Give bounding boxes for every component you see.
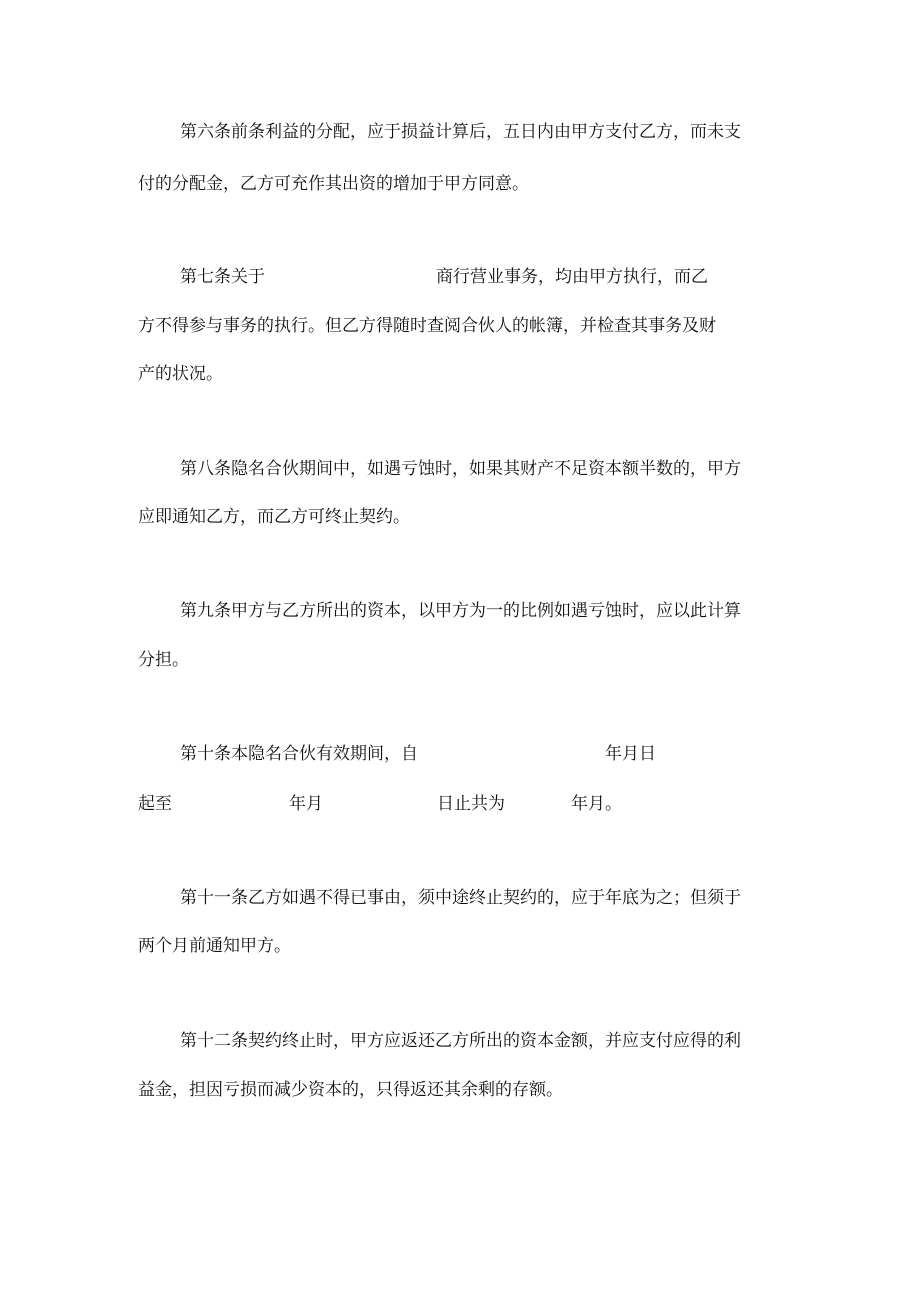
- clause-8-line-2: [0, 502, 920, 532]
- clause-7-text-3: 产的状况。: [138, 364, 223, 384]
- clause-7-text-2: 方不得参与事务的执行。但乙方得随时查阅合伙人的帐簿，并检查其事务及财: [138, 316, 716, 336]
- clause-10-line-2: [0, 789, 920, 819]
- clause-6-text-2: 付的分配金，乙方可充作其出资的增加于甲方同意。: [138, 174, 529, 194]
- clause-7-line-1: [0, 262, 920, 292]
- clause-11-text-1: 第十一条乙方如遇不得已事由，须中途终止契约的，应于年底为之；但须于: [180, 888, 741, 908]
- clause-10-text-2c: 日止共为: [437, 794, 505, 814]
- clause-8-text-1: 第八条隐名合伙期间中，如遇亏蚀时，如果其财产不足资本额半数的，甲方: [180, 459, 741, 479]
- clause-10-text-2b: 年月: [289, 794, 323, 814]
- clause-6-line-2: [0, 169, 920, 199]
- clause-8-line-1: [0, 454, 920, 484]
- clause-7-line-2: [0, 311, 920, 341]
- clause-11-line-1: [0, 883, 920, 913]
- clause-11-line-2: [0, 931, 920, 961]
- clause-10-text-1b: 年月日: [605, 744, 656, 764]
- clause-12-line-2: [0, 1075, 920, 1105]
- clause-7-line-3: [0, 359, 920, 389]
- clause-12-line-1: [0, 1026, 920, 1056]
- clause-8-text-2: 应即通知乙方，而乙方可终止契约。: [138, 507, 410, 527]
- clause-6-line-1: [0, 117, 920, 147]
- clause-12-text-1: 第十二条契约终止时，甲方应返还乙方所出的资本金额，并应支付应得的利: [180, 1031, 741, 1051]
- clause-9-line-1: [0, 596, 920, 626]
- clause-11-text-2: 两个月前通知甲方。: [138, 936, 291, 956]
- clause-9-text-1: 第九条甲方与乙方所出的资本，以甲方为一的比例如遇亏蚀时，应以此计算: [180, 601, 741, 621]
- clause-10-text-2a: 起至: [138, 794, 172, 814]
- clause-10-text-1a: 第十条本隐名合伙有效期间，自: [180, 744, 418, 764]
- clause-9-text-2: 分担。: [138, 650, 189, 670]
- clause-6-text-1: 第六条前条利益的分配，应于损益计算后，五日内由甲方支付乙方，而未支: [180, 122, 741, 142]
- clause-10-text-2d: 年月。: [571, 794, 622, 814]
- clause-10-line-1: [0, 739, 920, 769]
- clause-7-text-1b: 商行营业事务，均由甲方执行，而乙: [436, 267, 708, 287]
- clause-12-text-2: 益金，担因亏损而减少资本的，只得返还其余剩的存额。: [138, 1080, 563, 1100]
- clause-9-line-2: [0, 645, 920, 675]
- clause-7-text-1a: 第七条关于: [180, 267, 265, 287]
